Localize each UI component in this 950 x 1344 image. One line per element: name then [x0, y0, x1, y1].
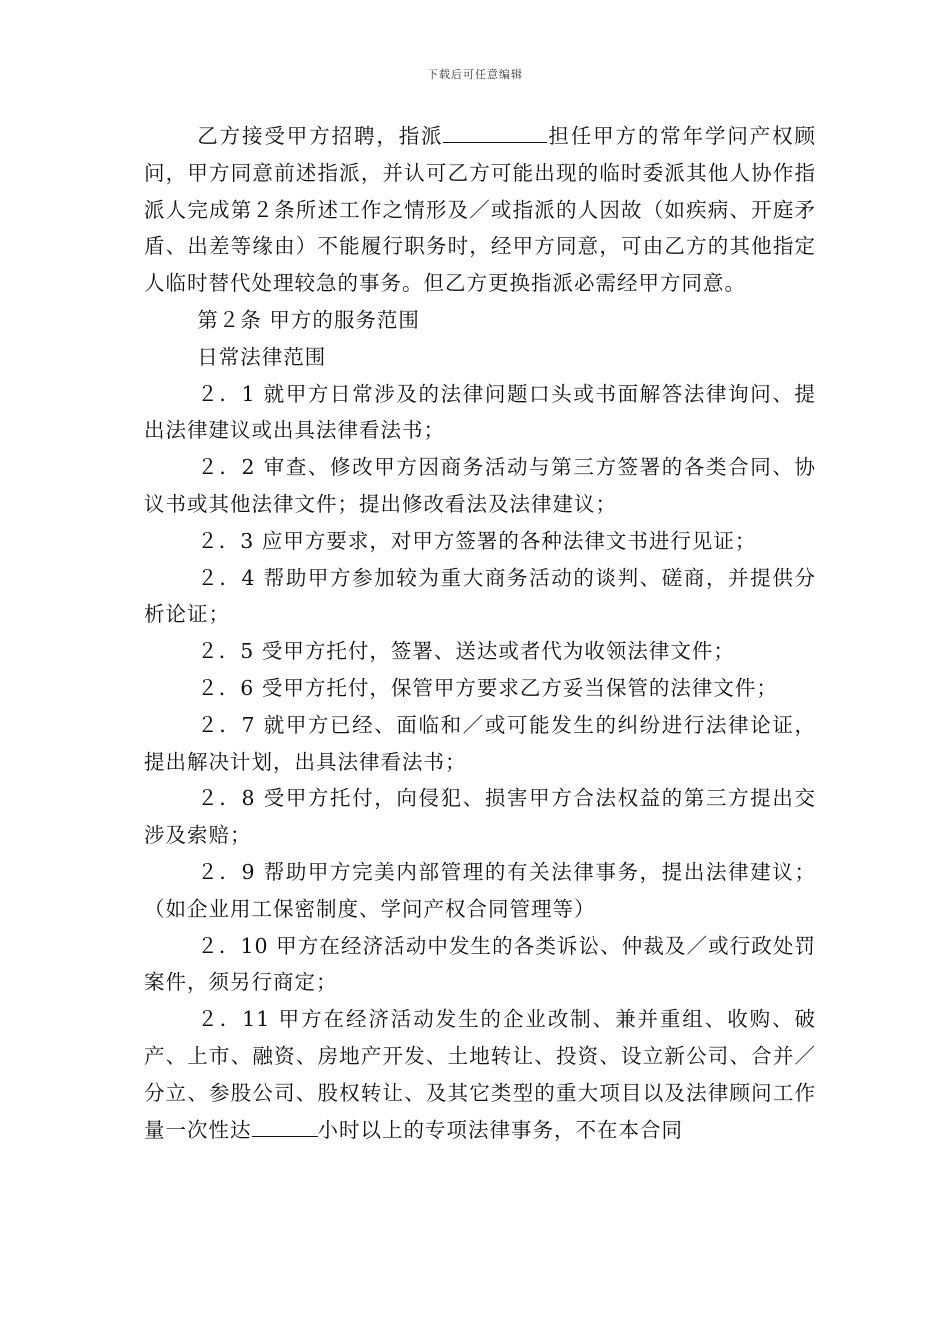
fill-in-blank	[252, 1115, 318, 1137]
paragraph-text-after-blank: 小时以上的专项法律事务，不在本合同	[317, 1117, 683, 1142]
clause-2-4: ２．4 帮助甲方参加较为重大商务活动的谈判、磋商，并提供分析论证；	[144, 565, 816, 627]
clause-2-1: ２．1 就甲方日常涉及的法律问题口头或书面解答法律询问、提出法律建议或出具法律看法书；	[144, 381, 816, 443]
clause-2-9: ２．9 帮助甲方完美内部管理的有关法律事务，提出法律建议；（如企业用工保密制度、学问产权合同管理等）	[144, 859, 816, 921]
clause-2-2: ２．2 审查、修改甲方因商务活动与第三方签署的各类合同、协议书或其他法律文件；提出修改看法及法律建议；	[144, 455, 816, 516]
paragraph-text-before-blank: 乙方接受甲方招聘，指派	[197, 124, 444, 148]
clause-2-5: ２．5 受甲方托付，签署、送达或者代为收领法律文件；	[197, 639, 735, 664]
clause-2-8: ２．8 受甲方托付，向侵犯、损害甲方合法权益的第三方提出交涉及索赔；	[144, 786, 816, 848]
paragraph-text-after-blank: 担任甲方的常年学问产权顾问，甲方同意前述指派，并认可乙方可能出现的临时委派其他人协作指派人完成第２条所述工作之情形及／或指派的人因故（如疾病、开庭矛盾、出差等缘由）不能履行职务时，经甲方同意，可由乙方的其他指定人临时替代处理较急的事务。但乙方更换指派必需经甲方同意。	[144, 124, 817, 296]
paragraph-appointment	[144, 118, 816, 302]
section-heading: 第２条 甲方的服务范围	[197, 307, 420, 332]
paragraph-text-before-blank: ２．11 甲方在经济活动发生的企业改制、兼并重组、收购、破产、上市、融资、房地产开发、土地转让、投资、设立新公司、合并／分立、参股公司、股权转让、及其它类型的重大项目以及法律顾问工作量一次性达	[144, 1007, 816, 1142]
document-body	[144, 118, 816, 1148]
clause-2-7: ２．7 就甲方已经、面临和／或可能发生的纠纷进行法律论证，提出解决计划，出具法律看法书；	[144, 712, 816, 774]
subsection-heading: 日常法律范围	[197, 344, 327, 369]
clause-2-3: ２．3 应甲方要求，对甲方签署的各种法律文书进行见证；	[197, 528, 757, 553]
clause-2-11	[144, 1001, 816, 1148]
clause-2-10: ２．10 甲方在经济活动中发生的各类诉讼、仲裁及／或行政处罚案件，须另行商定；	[144, 933, 816, 995]
fill-in-blank	[443, 122, 547, 144]
clause-2-6: ２．6 受甲方托付，保管甲方要求乙方妥当保管的法律文件；	[197, 675, 778, 700]
page-header: 下载后可任意编辑	[427, 68, 523, 81]
